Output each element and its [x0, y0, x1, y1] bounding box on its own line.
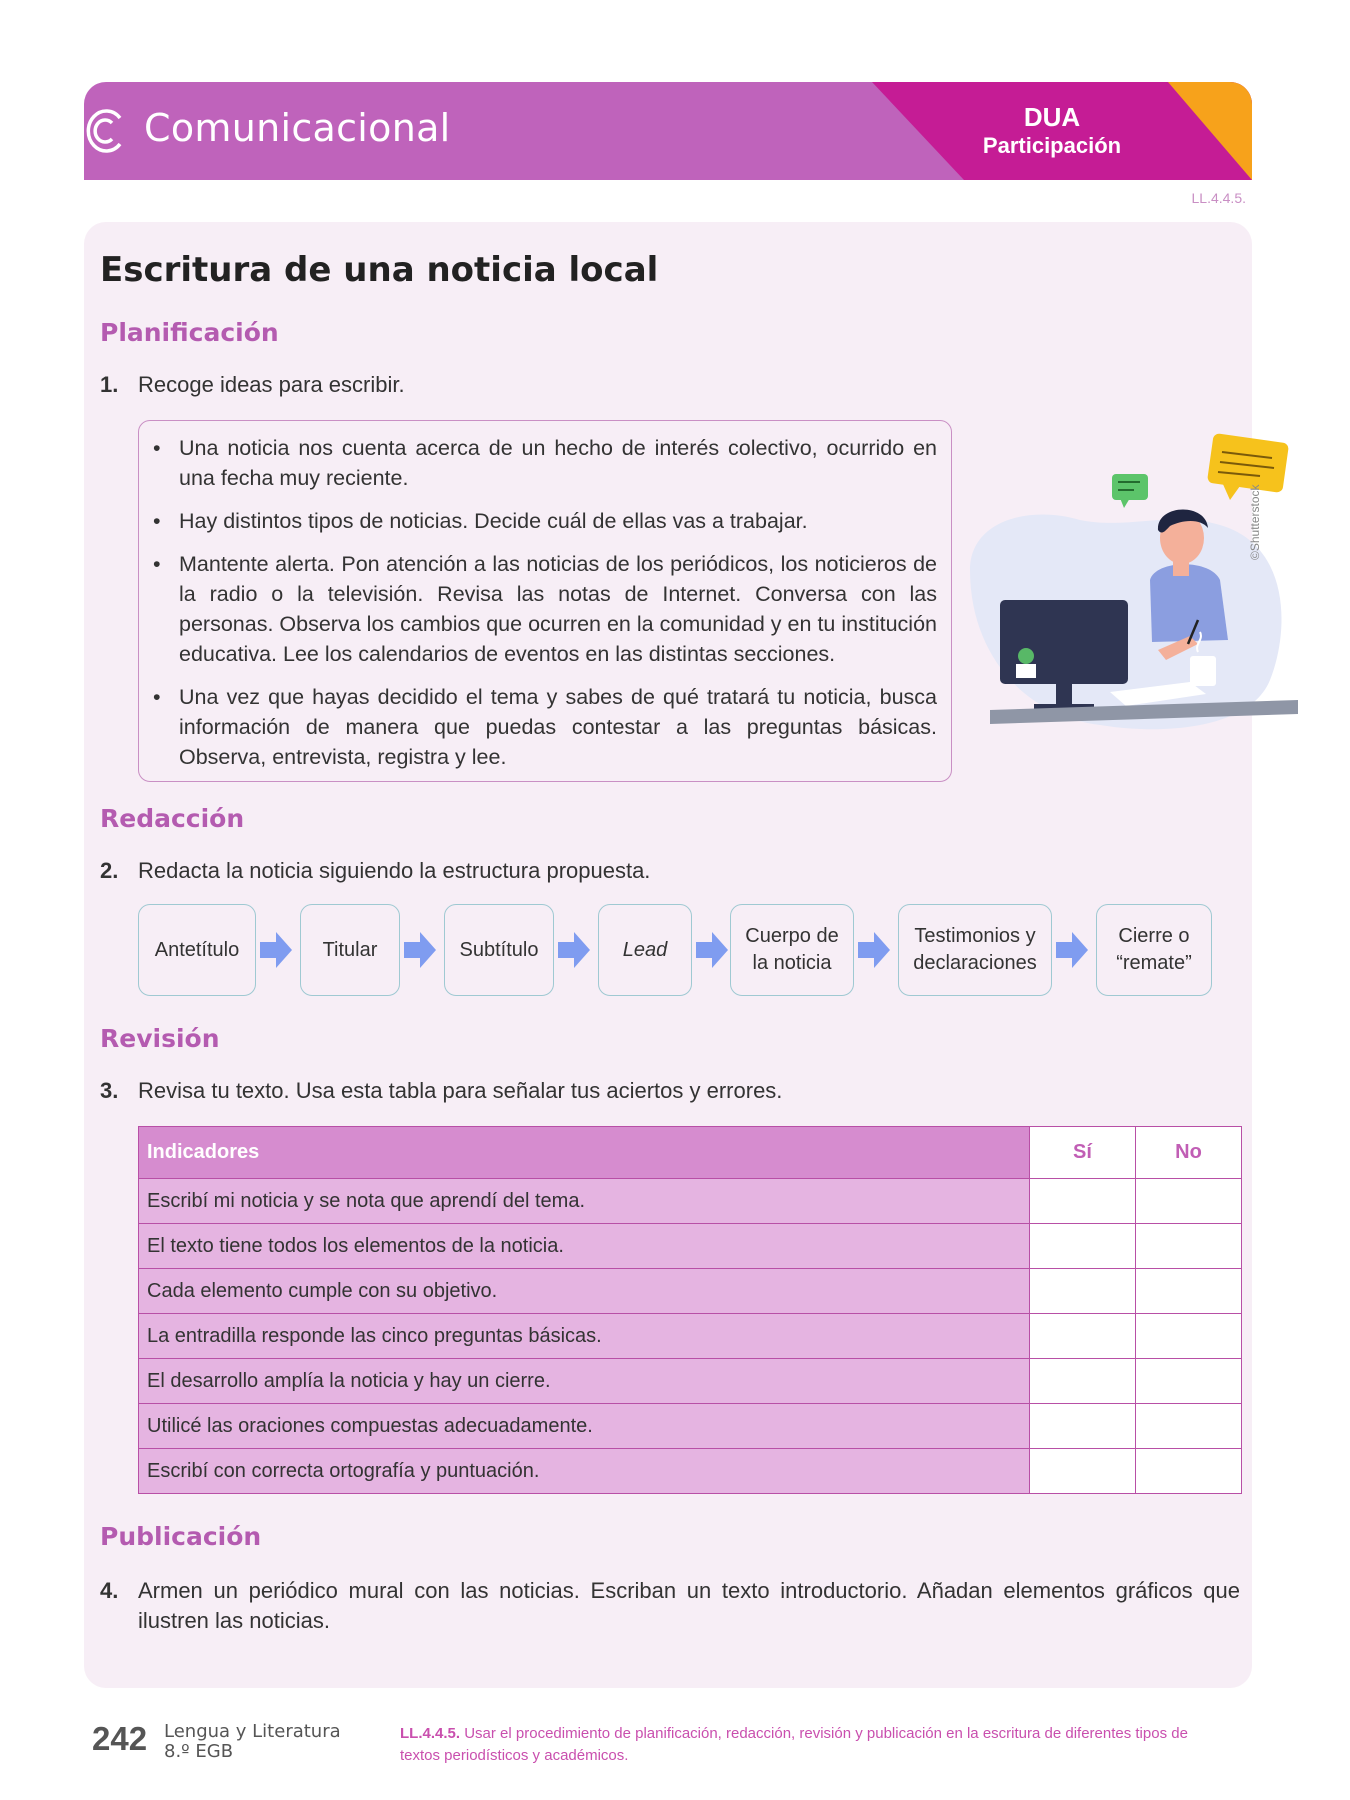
table-row	[139, 1224, 1242, 1269]
step-2	[100, 858, 650, 884]
flow-step-subtitulo: Subtítulo	[444, 904, 554, 996]
header-indicadores: Indicadores	[139, 1127, 1030, 1179]
cell-si[interactable]	[1030, 1449, 1136, 1494]
student-computer-illustration	[960, 430, 1310, 750]
flow-step-cierre: Cierre o “remate”	[1096, 904, 1212, 996]
flow-step-antetitulo: Antetítulo	[138, 904, 256, 996]
heading-redaccion: Redacción	[100, 804, 245, 833]
indicator-text: Cada elemento cumple con su objetivo.	[139, 1269, 1030, 1314]
step-1	[100, 372, 405, 398]
indicator-text: Escribí con correcta ortografía y puntuación.	[139, 1449, 1030, 1494]
table-row	[139, 1359, 1242, 1404]
flow-step-titular: Titular	[300, 904, 400, 996]
indicator-text: Escribí mi noticia y se nota que aprendí del tema.	[139, 1179, 1030, 1224]
idea-item: • Hay distintos tipos de noticias. Decide cuál de ellas vas a trabajar.	[179, 506, 937, 536]
footer-note-text: Usar el procedimiento de planificación, redacción, revisión y publicación en la escritura de diferentes tipos de textos periodísticos y académicos.	[400, 1725, 1188, 1764]
section-banner	[84, 82, 1252, 180]
ideas-list	[179, 433, 937, 772]
cell-no[interactable]	[1136, 1404, 1242, 1449]
cell-no[interactable]	[1136, 1314, 1242, 1359]
cell-no[interactable]	[1136, 1179, 1242, 1224]
subject-grade: 8.º EGB	[164, 1741, 234, 1762]
page-title: Escritura de una noticia local	[100, 250, 659, 290]
arrow-right-icon	[1056, 932, 1088, 968]
step-1-number: 1.	[100, 372, 119, 397]
step-3-number: 3.	[100, 1078, 119, 1103]
step-3-text: Revisa tu texto. Usa esta tabla para señalar tus aciertos y errores.	[138, 1078, 783, 1103]
dua-title: DUA	[1023, 102, 1081, 132]
cell-no[interactable]	[1136, 1224, 1242, 1269]
table-row	[139, 1449, 1242, 1494]
arrow-right-icon	[260, 932, 292, 968]
cell-si[interactable]	[1030, 1359, 1136, 1404]
skill-code: LL.4.4.5.	[1191, 190, 1246, 206]
heading-planificacion: Planificación	[100, 318, 279, 347]
step-2-text: Redacta la noticia siguiendo la estructura propuesta.	[138, 858, 651, 883]
heading-revision: Revisión	[100, 1024, 220, 1053]
table-row	[139, 1314, 1242, 1359]
step-4	[100, 1576, 1240, 1636]
cell-si[interactable]	[1030, 1224, 1136, 1269]
checklist-table	[138, 1126, 1242, 1494]
idea-item: • Una noticia nos cuenta acerca de un hecho de interés colectivo, ocurrido en una fecha muy reciente.	[179, 433, 937, 493]
cell-no[interactable]	[1136, 1269, 1242, 1314]
arrow-right-icon	[404, 932, 436, 968]
step-4-text: Armen un periódico mural con las noticias. Escriban un texto introductorio. Añadan elementos gráficos que ilustren las noticias.	[138, 1578, 1240, 1633]
cell-si[interactable]	[1030, 1269, 1136, 1314]
step-4-number: 4.	[100, 1578, 119, 1603]
ideas-box	[138, 420, 952, 782]
indicator-text: El texto tiene todos los elementos de la noticia.	[139, 1224, 1030, 1269]
arrow-right-icon	[858, 932, 890, 968]
idea-item: • Mantente alerta. Pon atención a las noticias de los periódicos, los noticieros de la radio o la televisión. Revisa las notas de Internet. Conversa con las personas. Observa los cambios que ocurren en la comunidad y en tu institución educativa. Lee los calendarios de eventos en las distintas secciones.	[179, 549, 937, 669]
dua-subtitle: Participación	[982, 133, 1122, 158]
subject-name: Lengua y Literatura	[164, 1721, 341, 1742]
section-title: Comunicacional	[144, 106, 451, 150]
cell-no[interactable]	[1136, 1359, 1242, 1404]
table-header-row	[139, 1127, 1242, 1179]
footer-note	[400, 1723, 1220, 1767]
indicator-text: El desarrollo amplía la noticia y hay un cierre.	[139, 1359, 1030, 1404]
flow-step-lead: Lead	[598, 904, 692, 996]
header-no: No	[1136, 1127, 1242, 1179]
cell-si[interactable]	[1030, 1179, 1136, 1224]
table-row	[139, 1179, 1242, 1224]
flow-step-testimonios: Testimonios y declaraciones	[898, 904, 1052, 996]
step-2-number: 2.	[100, 858, 119, 883]
footer-note-code: LL.4.4.5.	[400, 1725, 461, 1742]
heading-publicacion: Publicación	[100, 1522, 262, 1551]
image-credit: ©Shutterstock	[1248, 484, 1262, 560]
subject-label	[164, 1722, 341, 1762]
arrow-right-icon	[558, 932, 590, 968]
flow-step-cuerpo: Cuerpo de la noticia	[730, 904, 854, 996]
table-row	[139, 1269, 1242, 1314]
cell-si[interactable]	[1030, 1314, 1136, 1359]
header-si: Sí	[1030, 1127, 1136, 1179]
idea-item: • Una vez que hayas decidido el tema y sabes de qué tratará tu noticia, busca información de manera que puedas contestar a las preguntas básicas. Observa, entrevista, registra y lee.	[179, 682, 937, 772]
cell-si[interactable]	[1030, 1404, 1136, 1449]
indicator-text: Utilicé las oraciones compuestas adecuadamente.	[139, 1404, 1030, 1449]
table-row	[139, 1404, 1242, 1449]
comunicacional-icon	[84, 104, 126, 158]
arrow-right-icon	[696, 932, 728, 968]
indicator-text: La entradilla responde las cinco preguntas básicas.	[139, 1314, 1030, 1359]
page-number: 242	[92, 1720, 148, 1757]
dua-badge	[962, 102, 1142, 160]
step-3	[100, 1078, 782, 1104]
cell-no[interactable]	[1136, 1449, 1242, 1494]
step-1-text: Recoge ideas para escribir.	[138, 372, 405, 397]
